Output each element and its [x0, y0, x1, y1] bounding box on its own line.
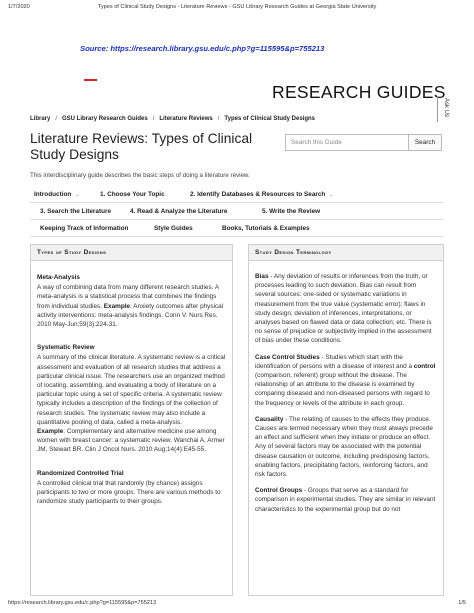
ask-us-label: Ask Us	[443, 98, 449, 118]
box-body	[31, 261, 232, 506]
systematic-review-example: : Complementary and alternative medicine use among women with breast cancer: a systematic review. Wanchai A, Armer JM, Stewart BR. Clin J Oncol Nurs. 2010 Aug;14(4):E45-55.	[37, 428, 225, 454]
spacer	[37, 455, 226, 462]
tab-style-guides[interactable]: Style Guides	[154, 225, 193, 232]
breadcrumb-separator: /	[55, 116, 58, 122]
causality-term: Causality	[255, 415, 284, 423]
search-button[interactable]: Search	[409, 134, 442, 151]
causality-definition	[255, 415, 437, 479]
tab-books-tutorials[interactable]: Books, Tutorials & Examples	[222, 225, 310, 232]
case-control-text-1: - Studies which start with the identification of persons with a disease of interest and a	[255, 353, 414, 370]
box-body	[249, 261, 443, 514]
example-label: Example	[103, 302, 131, 310]
print-page-title: Types of Clinical Study Designs - Literature Reviews - GSU Library Research Guides at Georgia State University	[97, 4, 377, 10]
guide-nav-row-1	[30, 188, 444, 203]
source-line	[80, 44, 324, 53]
bias-text: - Any deviation of results or inferences from the truth, or processes leading to such deviation. Bias can result from several sources: one-sided or systematic variations in measurement from the true value (systematic error); flaws in study design; deviation of inferences, interpretations, or analyses based on flawed data or data collection; etc. There is no sense of prejudice or subjectivity implied in the assessment of bias under these conditions.	[255, 273, 432, 345]
chevron-down-icon: ⌄	[329, 192, 334, 198]
tab-label: 2. Identify Databases & Resources to Search	[190, 191, 326, 198]
box-title: Types of Study Designs	[31, 245, 232, 261]
breadcrumb-item-research-guides[interactable]: GSU Library Research Guides	[62, 116, 148, 122]
spacer	[255, 479, 437, 486]
causality-text: - The relating of causes to the effects they produce. Causes are termed necessary when they must always precede an effect and sufficient when they initiate or produce an effect. Any of several factors may be associated with the potential disease causation or outcome, including predisposing factors, enabling factors, precipitating factors, reinforcing factors, and risk factors.	[255, 415, 433, 479]
meta-analysis-text	[37, 283, 226, 329]
search-input[interactable]: Search this Guide	[285, 134, 409, 151]
spacer	[37, 329, 226, 336]
box-title: Study Design Terminology	[249, 245, 443, 261]
breadcrumb-item-literature-reviews[interactable]: Literature Reviews	[159, 116, 213, 122]
control-groups-definition	[255, 486, 437, 514]
control-term: control	[413, 362, 436, 370]
tab-choose-topic[interactable]: 1. Choose Your Topic	[100, 191, 165, 198]
source-label: Source:	[80, 44, 109, 53]
guide-nav-row-2	[30, 205, 444, 220]
print-page-number: 1/5	[458, 600, 466, 606]
rct-heading: Randomized Controlled Trial	[37, 469, 124, 477]
ask-us-tab[interactable]	[437, 96, 449, 122]
study-designs-box	[30, 244, 233, 596]
control-groups-term: Control Groups	[255, 487, 303, 495]
case-control-term: Case Control Studies	[255, 353, 320, 361]
tab-read-analyze[interactable]: 4. Read & Analyze the Literature	[130, 208, 228, 215]
brand-accent-bar	[84, 79, 97, 81]
tab-write-review[interactable]: 5. Write the Review	[262, 208, 321, 215]
meta-analysis-description: A way of combining data from many different research studies. A meta-analysis is a statistical process that combines the findings from individual studies.	[37, 284, 219, 310]
example-label: Example	[37, 428, 64, 436]
meta-analysis-heading: Meta-Analysis	[37, 274, 80, 281]
guide-nav-row-3	[30, 222, 444, 237]
meta-analysis-example: : Anxiety outcomes after physical activity interventions: meta-analysis findings. Conn V. Nurs Res. 2010 May-Jun;59(3):224-31.	[37, 302, 224, 329]
systematic-review-example-line	[37, 427, 226, 455]
systematic-review-description: A summary of the clinical literature. A systematic review is a critical assessment and evaluation of all research studies that address a particular clinical issue. The researchers use an organized method of locating, assembling, and evaluating a body of literature on a particular topic using a set of specific criteria. A systematic review typically includes a description of the findings of the collection of research studies. The systematic review may also include a quantitative pooling of data, called a meta-analysis.	[37, 354, 226, 426]
terminology-box	[248, 244, 444, 596]
tab-label: Introduction	[34, 191, 72, 198]
print-footer-url: https://research.library.gsu.edu/c.php?g=115595&p=755213	[8, 600, 157, 606]
page-description: This interdisciplinary guide describes the basic steps of doing a literature review.	[30, 172, 250, 179]
bias-definition	[255, 272, 437, 346]
case-control-text-2: (comparison, referent) group without the disease. The relationship of an attribute to the disease is examined by comparing diseased and non-diseased persons with regard to the frequency or levels of the attribute in each group.	[255, 372, 430, 407]
systematic-review-text	[37, 353, 226, 427]
breadcrumb-separator: /	[217, 116, 220, 122]
source-link[interactable]: https://research.library.gsu.edu/c.php?g=115595&p=755213	[110, 44, 325, 53]
print-footer	[8, 600, 466, 606]
spacer	[255, 408, 437, 415]
spacer	[255, 346, 437, 353]
tab-search-literature[interactable]: 3. Search the Literature	[40, 208, 112, 215]
tab-introduction[interactable]	[34, 191, 79, 198]
rct-text: A controlled clinical trial that randomly (by chance) assigns participants to two or more groups. There are various methods to randomize study participants to their groups.	[37, 479, 221, 506]
breadcrumb-separator: /	[152, 116, 155, 122]
bias-term: Bias	[255, 273, 269, 280]
breadcrumb-item-library[interactable]: Library	[30, 116, 51, 122]
chevron-down-icon: ⌄	[75, 192, 80, 198]
breadcrumb-item-current: Types of Clinical Study Designs	[224, 116, 315, 122]
tab-keeping-track[interactable]: Keeping Track of Information	[40, 225, 129, 232]
research-guides-logo[interactable]: RESEARCH GUIDES	[272, 82, 446, 102]
case-control-definition	[255, 353, 437, 408]
print-date: 1/7/2020	[8, 4, 30, 10]
page-title: Literature Reviews: Types of Clinical Study Designs	[30, 131, 253, 162]
systematic-review-heading: Systematic Review	[37, 344, 95, 352]
breadcrumb	[30, 116, 315, 122]
control-groups-text: - Groups that serve as a standard for comparison in experimental studies. They are similar in relevant characteristics to the experimental group but do not	[255, 487, 436, 513]
print-header	[8, 4, 466, 14]
tab-identify-databases[interactable]	[190, 191, 334, 198]
